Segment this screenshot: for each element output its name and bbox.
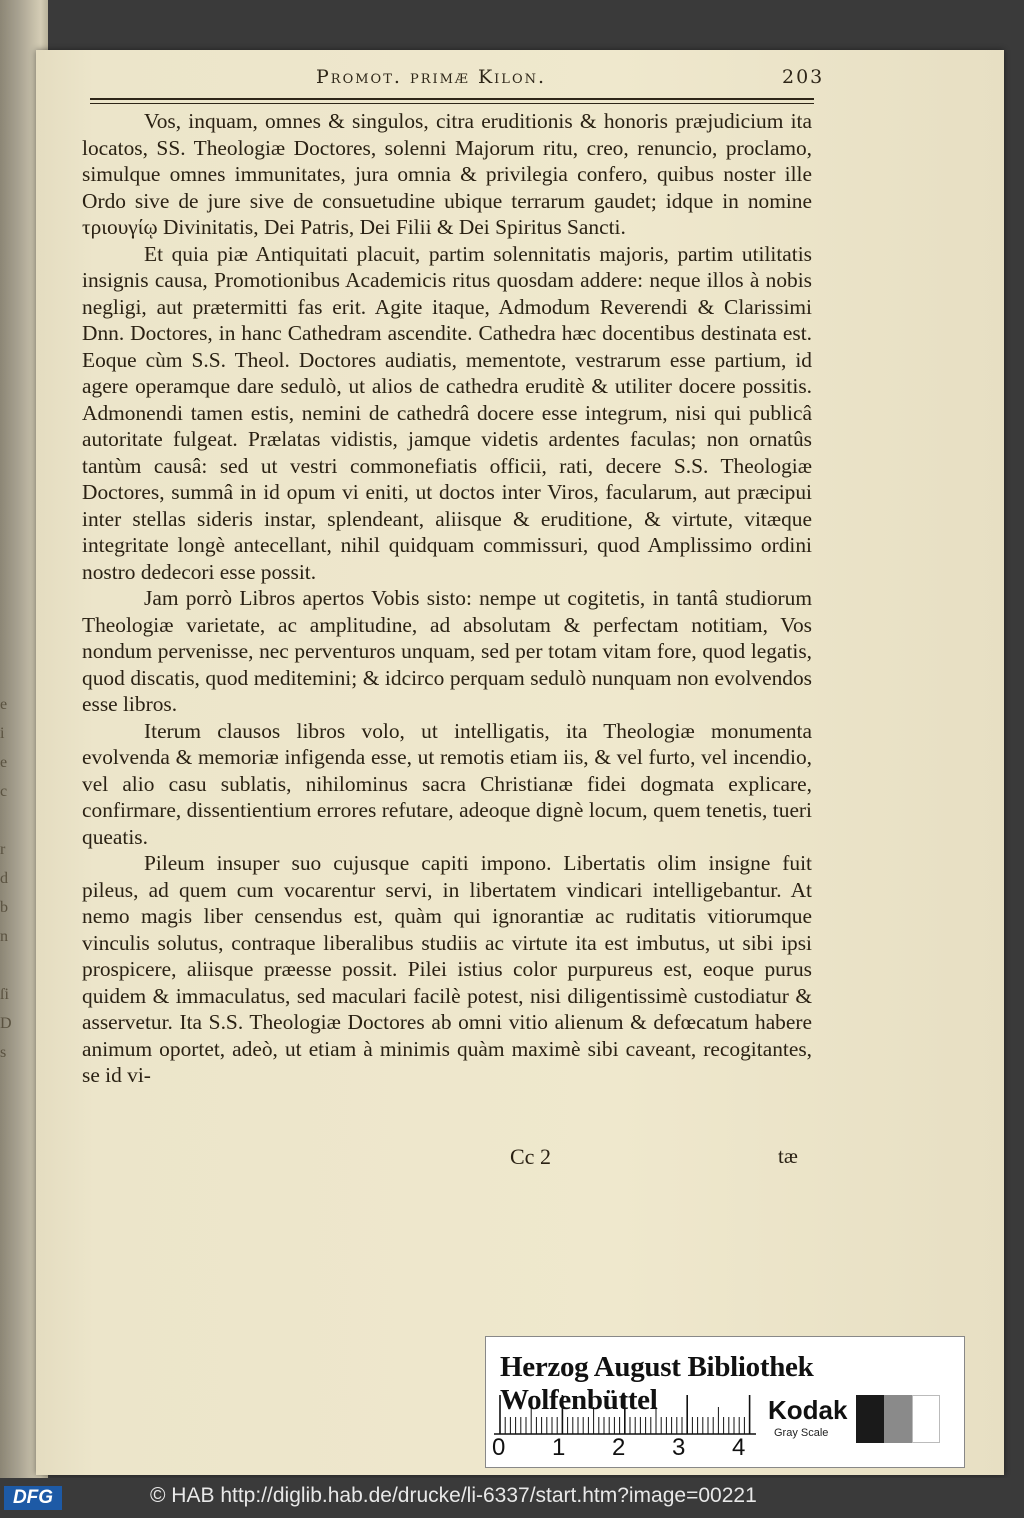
scale-label: 3 [672, 1434, 686, 1461]
margin-letter: s [0, 1044, 7, 1061]
body-text [82, 108, 812, 1089]
paragraph: Iterum clausos libros volo, ut intelligatis, ita Theologiæ monumenta evolvenda & memoriæ infigenda esse, ut remotis etiam iis, & vel furto, vel incendio, vel alio casu sublatis, nihilominus sacra Christianæ fidei dogmata explicare, confirmare, dissentientium errores refutare, adeoque dignè locum, quem tenetis, tueri queatis. [82, 718, 812, 849]
paragraph: Jam porrò Libros apertos Vobis sisto: nempe ut cogitetis, in tantâ studiorum Theologiæ varietate, ac amplitudine, ad absolutam & perfectam notitiam, Vos nondum pervenisse, nec perventuros unquam, sed per totam vitam fore, quod legatis, quod discatis, quod meditemini; & idcirco perquam sedulò nunquam non evolvendos esse libros. [82, 586, 812, 716]
color-calibration-strip [485, 1336, 965, 1468]
swatch-white [912, 1395, 940, 1443]
swatch-gray [884, 1395, 912, 1443]
margin-letter: n [0, 928, 8, 945]
margin-letter: d [0, 870, 8, 887]
swatch-black [856, 1395, 884, 1443]
margin-letter [0, 806, 12, 835]
margin-letter: b [0, 899, 8, 916]
facing-page-margin-letters [0, 690, 12, 1067]
scale-label: 2 [612, 1434, 626, 1461]
margin-letter: D [0, 1015, 12, 1032]
scale-label: 1 [552, 1434, 566, 1461]
margin-letter: e [0, 696, 8, 713]
library-name: Herzog August Bibliothek Wolfenbüttel [500, 1351, 814, 1416]
margin-letter: r [0, 841, 6, 858]
copyright-link[interactable]: © HAB http://diglib.hab.de/drucke/li-6337/start.htm?image=00221 [150, 1484, 757, 1507]
margin-letter: c [0, 783, 8, 800]
signature-mark: Cc 2 [510, 1144, 551, 1169]
scale-label: 0 [492, 1434, 506, 1461]
margin-letter: ſi [0, 986, 9, 1003]
footer-bar [0, 1478, 1024, 1518]
running-title: Promot. primæ Kilon. [316, 66, 547, 88]
header-rule [90, 98, 814, 104]
paragraph: Et quia piæ Antiquitati placuit, partim solennitatis majoris, partim utilitatis insignis causa, Promotionibus Academicis ritus quosdam addere: neque illos à nobis negligi, aut prætermitti fas erit. Agite itaque, Admodum Reverendi & Clarissimi Dnn. Doctores, in hanc Cathedram ascendite. Cathedra hæc docentibus destinata est. Eoque cùm S.S. Theol. Doctores audiatis, mementote, vestrarum esse partium, id agere operamque dare sedulò, ut alios de cathedra eruditè & utiliter docere possitis. Admonendi tamen estis, nemini de cathedrâ docere esse integrum, nisi qui publicâ autoritate fulgeat. Prælatas vidistis, jamque videtis ardentes faculas; non ornatûs tantùm causâ: sed ut vestri commonefiatis officii, rati, decere S.S. Theologiæ Doctores, summâ in id opum vi eniti, ut doctos inter Viros, facularum, aut præcipui inter stellas sideris instar, splendeant, aliisque & eruditione, & virtute, vitæque integritate longè antecellant, nihil quidquam commissuri, quod Amplissimo ordini nostro dedecori esse possit. [82, 241, 812, 584]
dfg-logo[interactable]: DFG [4, 1486, 62, 1510]
scale-ruler [494, 1393, 756, 1435]
margin-letter [0, 951, 12, 980]
catchword: tæ [778, 1144, 798, 1168]
margin-letter: e [0, 754, 8, 771]
paragraph: Vos, inquam, omnes & singulos, citra eruditionis & honoris præjudicium ita locatos, SS. Theologiæ Doctores, solenni Majorum ritu, creo, renuncio, proclamo, simulque omnes immunitates, jura omnia & privilegia confero, quibus noster ille Ordo sive de jure sive de consuetudine ubique terrarum gaudet; idque in nomine τριουγίῳ Divinitatis, Dei Patris, Dei Filii & Dei Spiritus Sancti. [82, 109, 812, 239]
kodak-brand: Kodak [768, 1395, 848, 1425]
scale-label: 4 [732, 1434, 746, 1461]
gray-scale-label: Gray Scale [774, 1427, 829, 1439]
margin-letter: i [0, 725, 5, 742]
page-number: 203 [782, 66, 825, 88]
paragraph: Pileum insuper suo cujusque capiti impono. Libertatis olim insigne fuit pileus, ad quem cum vocarentur servi, in libertatem vindicari intelligebantur. At nemo magis liber censendus est, quàm qui ignorantiæ ac ruditatis vitiorumque vinculis solutus, contraque liberalibus studiis ac virtute ita est imbutus, ut sibi ipsi prospicere, aliisque præesse possit. Pilei istius color purpureus est, eoque purus quidem & immaculatus, sed maculari facilè potest, nisi diligentissimè custodiatur & asservetur. Ita S.S. Theologiæ Doctores ab omni vitio alienum & defœcatum habere animum oportet, adeò, ut etiam à minimis quàm maximè sibi caveant, recogitantes, se id vi- [82, 851, 812, 1087]
